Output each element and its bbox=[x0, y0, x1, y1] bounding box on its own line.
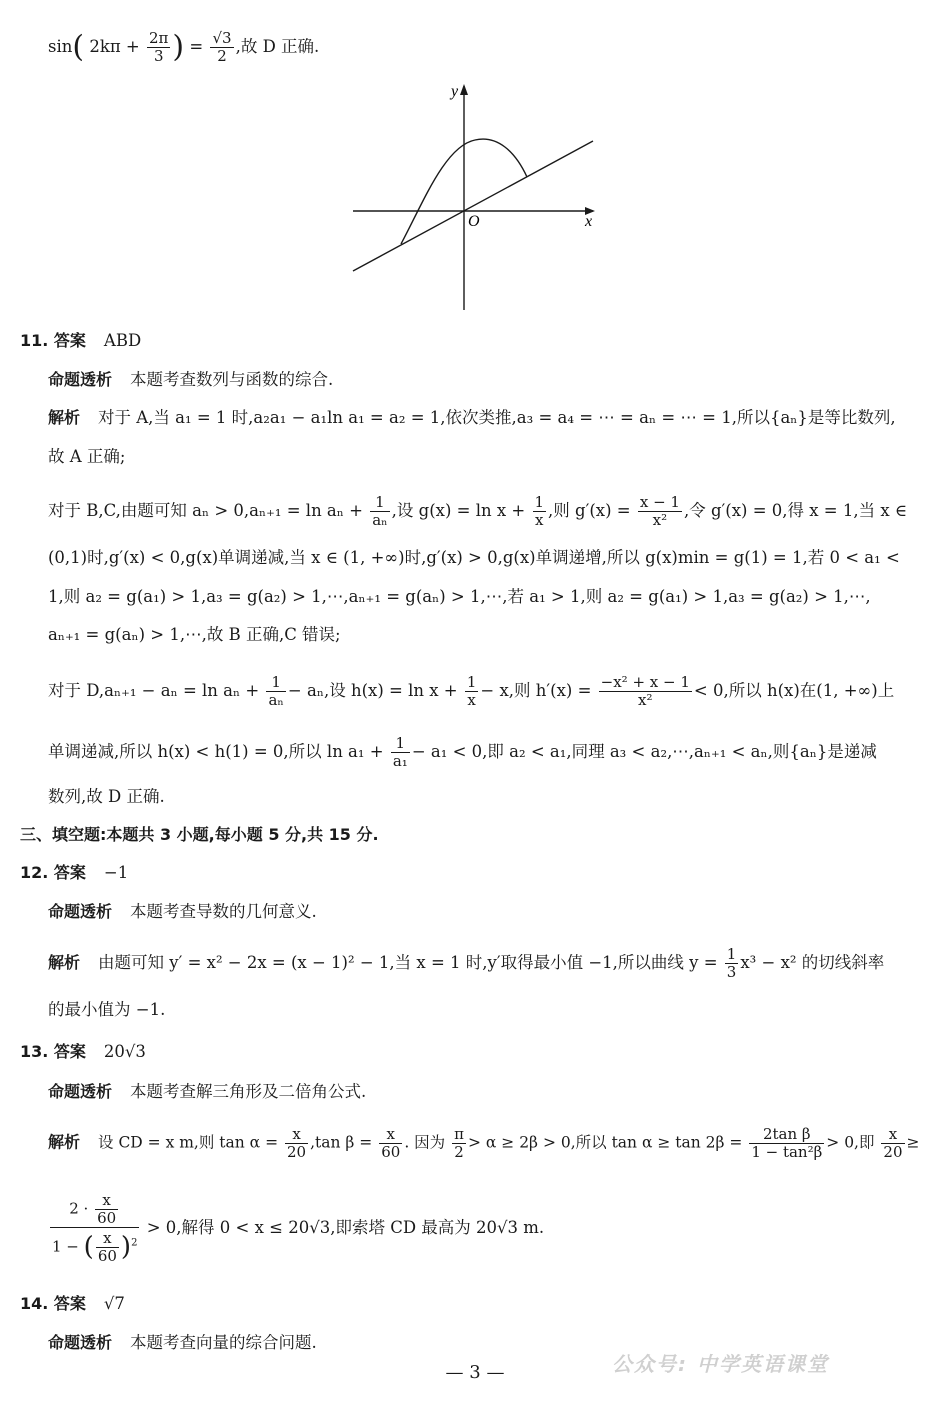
frac-num: x − 1 bbox=[639, 493, 680, 511]
q11-bc-line4: aₙ₊₁ = g(aₙ) > 1,⋯,故 B 正确,C 错误; bbox=[48, 625, 341, 644]
frac bbox=[95, 1192, 118, 1227]
frac bbox=[725, 946, 739, 981]
section-heading: 三、填空题:本题共 3 小题,每小题 5 分,共 15 分. bbox=[20, 825, 379, 844]
frac-num: 2π bbox=[149, 29, 169, 47]
top-formula-line: sin( 2kπ + $\frac{2\pi}{3}$ ) = $\frac{√3}{2}$ ,故 D 正确. bbox=[48, 29, 320, 65]
q12-analysis-line1 bbox=[48, 946, 930, 981]
answer-value: −1 bbox=[103, 863, 129, 882]
text-seg: . 因为 bbox=[404, 1133, 446, 1152]
q11-d-line2 bbox=[48, 735, 930, 770]
frac-den: x² bbox=[652, 511, 668, 529]
intent-label: 命题透析 bbox=[48, 1082, 113, 1101]
text-seg: − a₁ < 0,即 a₂ < a₁,同理 a₃ < a₂,⋯,aₙ₊₁ < aₙ,则{aₙ}是递减 bbox=[411, 742, 877, 761]
frac bbox=[638, 494, 682, 529]
q11-bc-line3: 1,则 a₂ = g(a₁) > 1,a₃ = g(a₂) > 1,⋯,aₙ₊₁ = g(aₙ) > 1,⋯,若 a₁ > 1,则 a₂ = g(a₁) > 1,a₃ = g(a₂) > 1,⋯, bbox=[48, 587, 871, 606]
compound-num bbox=[50, 1192, 139, 1228]
intent-text: 本题考查导数的几何意义. bbox=[130, 902, 317, 921]
text-seg: ,则 g′(x) = bbox=[548, 501, 631, 520]
frac-num: 2tan β bbox=[749, 1126, 824, 1144]
q13-intent-line bbox=[48, 1080, 930, 1104]
q12-answer-line bbox=[20, 861, 930, 885]
frac-den: 2 bbox=[454, 1143, 464, 1161]
frac-den: 20 bbox=[883, 1143, 903, 1161]
frac-den: x bbox=[467, 691, 476, 709]
q11-bc-line1 bbox=[48, 494, 930, 529]
frac-den: aₙ bbox=[372, 511, 388, 529]
y-axis-label: y bbox=[451, 83, 459, 100]
frac bbox=[749, 1126, 824, 1161]
frac-num: π bbox=[454, 1125, 464, 1143]
compound-den: 1 − ( $\frac{x}{60}$ )$^2$ bbox=[52, 1229, 138, 1265]
answer-value: ABD bbox=[103, 331, 142, 350]
frac-den: x bbox=[535, 511, 544, 529]
frac bbox=[266, 674, 285, 709]
q13-analysis-line1 bbox=[48, 1126, 930, 1161]
intent-text: 本题考查解三角形及二倍角公式. bbox=[130, 1082, 367, 1101]
frac-den: 3 bbox=[726, 963, 737, 981]
text-seg: 2 · bbox=[69, 1199, 89, 1218]
frac-den: 60 bbox=[97, 1247, 117, 1265]
text-seg: ,令 g′(x) = 0,得 x = 1,当 x ∈ bbox=[683, 501, 908, 520]
frac bbox=[465, 674, 479, 709]
text-seg: 1 − bbox=[52, 1237, 79, 1256]
analysis-label: 解析 bbox=[48, 1132, 81, 1152]
intent-text: 本题考查向量的综合问题. bbox=[130, 1333, 317, 1352]
frac bbox=[391, 735, 410, 770]
intent-label: 命题透析 bbox=[48, 370, 113, 389]
frac-den: 3 bbox=[153, 47, 164, 65]
frac bbox=[881, 1126, 904, 1161]
answer-label: 14. 答案 bbox=[20, 1294, 86, 1313]
frac-sqrt3-2 bbox=[210, 30, 233, 65]
frac-den: 60 bbox=[97, 1209, 117, 1227]
text-seg: > 0,即 bbox=[826, 1133, 875, 1152]
frac bbox=[379, 1126, 402, 1161]
answer-value: √7 bbox=[103, 1294, 125, 1313]
frac-den: 20 bbox=[287, 1143, 307, 1161]
q11-analysis-line1 bbox=[48, 406, 930, 430]
frac bbox=[96, 1230, 119, 1265]
compound-frac bbox=[50, 1192, 139, 1265]
q11-intent-line bbox=[48, 368, 930, 392]
q13-answer-line bbox=[20, 1040, 930, 1064]
frac-num: x bbox=[881, 1126, 904, 1144]
y-axis-arrow bbox=[460, 84, 468, 95]
analysis-label: 解析 bbox=[48, 953, 81, 972]
text-seg: < 0,所以 h(x)在(1, +∞)上 bbox=[693, 681, 895, 700]
frac-2pi-3 bbox=[147, 30, 170, 65]
watermark: 公众号: 中学英语课堂 bbox=[612, 1352, 829, 1376]
frac-num: x bbox=[95, 1192, 118, 1210]
frac bbox=[370, 494, 389, 529]
answer-label: 12. 答案 bbox=[20, 863, 86, 882]
frac-num: 1 bbox=[466, 673, 477, 691]
q12-analysis-line2: 的最小值为 −1. bbox=[48, 1000, 166, 1019]
frac bbox=[599, 674, 692, 709]
sin-text: sin bbox=[48, 37, 73, 56]
conclusion-text: ,故 D 正确. bbox=[235, 37, 320, 56]
frac-den: x² bbox=[638, 691, 653, 709]
frac-num: x bbox=[96, 1230, 119, 1248]
answer-label: 11. 答案 bbox=[20, 331, 86, 350]
exponent: 2 bbox=[131, 1237, 138, 1249]
text-seg: − x,则 h′(x) = bbox=[480, 681, 592, 700]
frac-num: 1 bbox=[266, 674, 285, 692]
intent-text: 本题考查数列与函数的综合. bbox=[130, 370, 334, 389]
intent-label: 命题透析 bbox=[48, 1333, 113, 1352]
text-seg: 设 CD = x m,则 tan α = bbox=[98, 1133, 279, 1152]
frac-den: a₁ bbox=[392, 752, 408, 770]
origin-label: O bbox=[468, 213, 480, 230]
text-seg: 对于 B,C,由题可知 aₙ > 0,aₙ₊₁ = ln aₙ + bbox=[48, 501, 363, 520]
q11-answer-line bbox=[20, 329, 930, 353]
frac-num: 1 bbox=[726, 945, 737, 963]
frac-den: 2 bbox=[217, 47, 227, 65]
text-seg: − aₙ,设 h(x) = ln x + bbox=[287, 681, 458, 700]
q11-d-line3: 数列,故 D 正确. bbox=[48, 787, 165, 806]
frac-num: −x² + x − 1 bbox=[600, 673, 690, 691]
equals: = bbox=[189, 37, 204, 56]
text-seg: ≥ bbox=[906, 1133, 920, 1152]
frac-num: 1 bbox=[534, 493, 545, 511]
frac-den: 60 bbox=[381, 1143, 401, 1161]
analysis-label: 解析 bbox=[48, 408, 81, 427]
q11-bc-line2: (0,1)时,g′(x) < 0,g(x)单调递减,当 x ∈ (1, +∞)时,g′(x) > 0,g(x)单调递增,所以 g(x)min = g(1) = 1,若 0 < a₁ < bbox=[48, 548, 900, 567]
q13-analysis-line2 bbox=[48, 1192, 930, 1265]
text-seg: ,tan β = bbox=[310, 1133, 373, 1152]
frac-num: x bbox=[379, 1126, 402, 1144]
text-seg: 对于 D,aₙ₊₁ − aₙ = ln aₙ + bbox=[48, 681, 260, 700]
text-seg: > α ≥ 2β > 0,所以 tan α ≥ tan 2β = bbox=[467, 1133, 743, 1152]
intent-label: 命题透析 bbox=[48, 902, 113, 921]
frac-num: √3 bbox=[212, 29, 232, 47]
function-graph bbox=[345, 78, 605, 318]
frac-num: 1 bbox=[391, 735, 410, 753]
x-axis-label: x bbox=[585, 213, 593, 230]
page-number: — 3 — bbox=[445, 1362, 505, 1383]
frac bbox=[285, 1126, 308, 1161]
text-seg: x³ − x² 的切线斜率 bbox=[740, 953, 885, 972]
q11-analysis-line2: 故 A 正确; bbox=[48, 447, 126, 466]
sin-arg: 2kπ + bbox=[89, 37, 140, 56]
answer-value: 20 bbox=[103, 1042, 125, 1061]
frac-den: aₙ bbox=[268, 691, 284, 709]
text-seg: 由题可知 y′ = x² − 2x = (x − 1)² − 1,当 x = 1 时,y′取得最小值 −1,所以曲线 y = bbox=[98, 953, 718, 972]
answer-label: 13. 答案 bbox=[20, 1042, 86, 1061]
answer-root: √3 bbox=[124, 1042, 146, 1061]
q12-intent-line bbox=[48, 900, 930, 924]
text-seg: ,设 g(x) = ln x + bbox=[391, 501, 526, 520]
text-seg: 单调递减,所以 h(x) < h(1) = 0,所以 ln a₁ + bbox=[48, 742, 384, 761]
frac-num: x bbox=[285, 1126, 308, 1144]
q14-answer-line bbox=[20, 1292, 930, 1316]
q11-d-line1 bbox=[48, 674, 930, 709]
frac bbox=[452, 1126, 466, 1161]
frac bbox=[533, 494, 547, 529]
tangent-line bbox=[353, 141, 593, 271]
analysis-text: 对于 A,当 a₁ = 1 时,a₂a₁ − a₁ln a₁ = a₂ = 1,依次类推,a₃ = a₄ = ⋯ = aₙ = ⋯ = 1,所以{aₙ}是等比数列, bbox=[98, 408, 896, 427]
frac-den: 1 − tan²β bbox=[751, 1143, 823, 1161]
text-seg: > 0,解得 0 < x ≤ 20√3,即索塔 CD 最高为 20√3 m. bbox=[146, 1218, 545, 1237]
frac-num: 1 bbox=[370, 494, 389, 512]
